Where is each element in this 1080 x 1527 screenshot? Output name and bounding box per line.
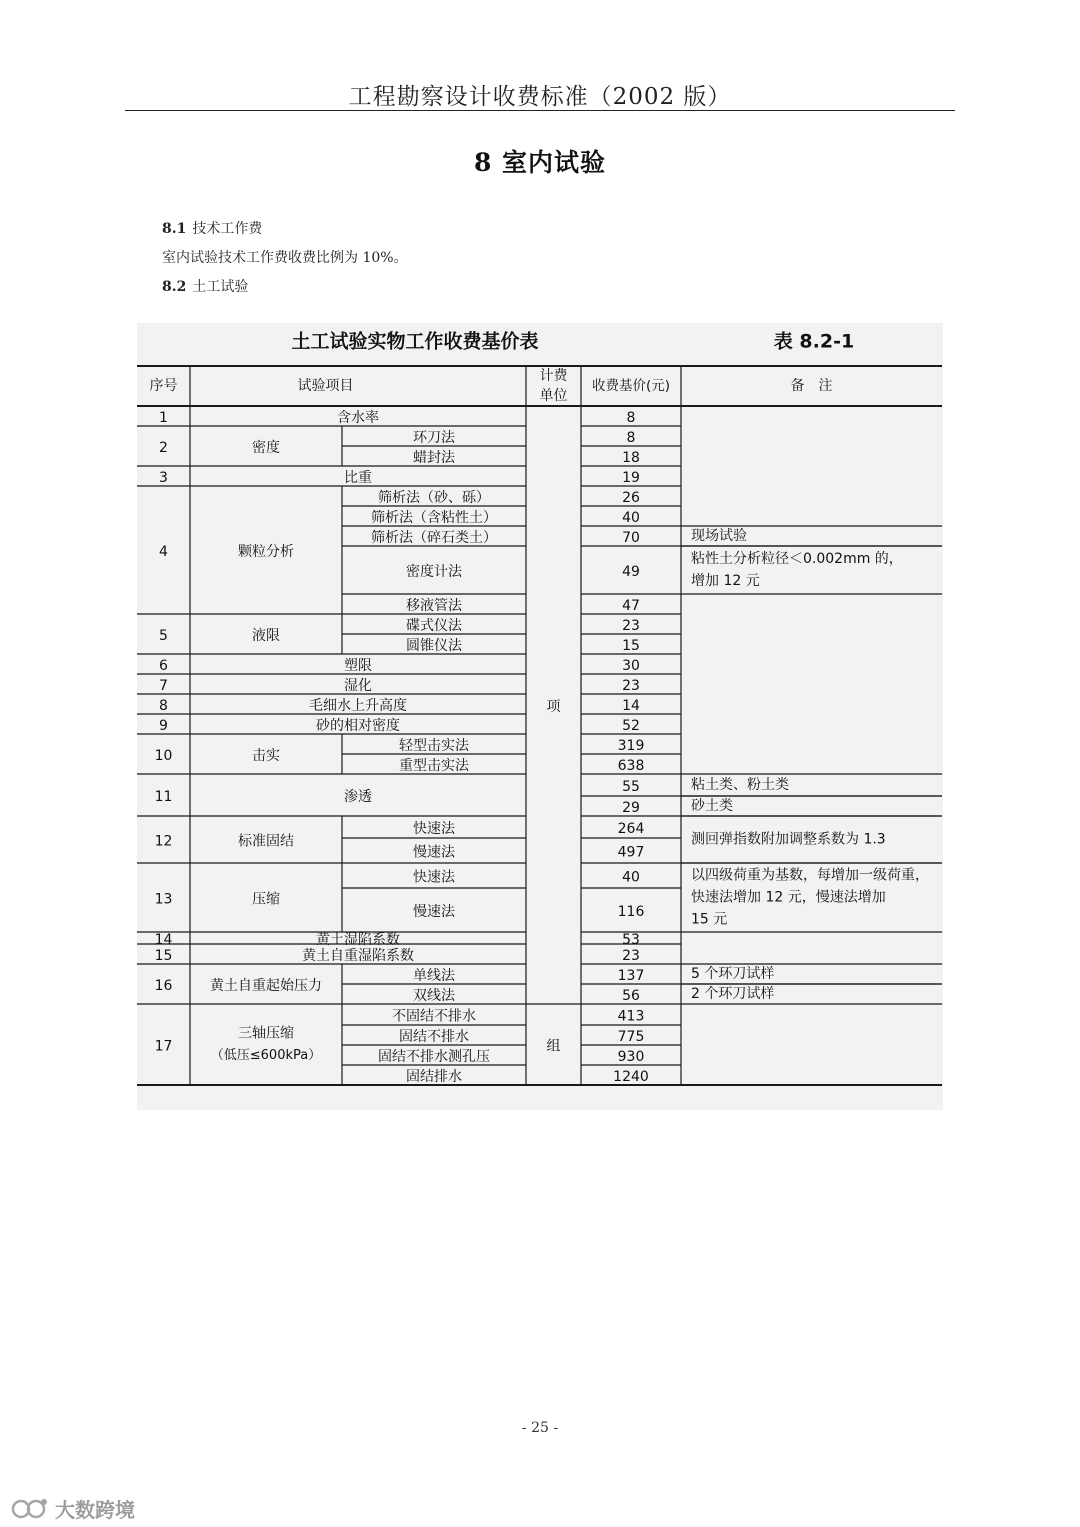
row-seq: 8 bbox=[159, 698, 168, 714]
row-price: 47 bbox=[622, 598, 640, 614]
row-item: 三轴压缩 bbox=[238, 1025, 294, 1042]
row-seq: 16 bbox=[154, 978, 173, 994]
row-note: 砂土类 bbox=[691, 798, 733, 814]
section-title: 土工试验 bbox=[192, 279, 249, 295]
row-note: 测回弹指数附加调整系数为 1.3 bbox=[691, 831, 886, 848]
watermark bbox=[10, 1494, 135, 1523]
row-price: 26 bbox=[622, 490, 640, 506]
row-method: 轻型击实法 bbox=[399, 738, 469, 754]
unit-cell: 项 bbox=[546, 699, 561, 715]
row-method: 固结排水 bbox=[406, 1069, 462, 1085]
row-price: 1240 bbox=[613, 1069, 649, 1085]
row-price: 52 bbox=[622, 718, 640, 734]
row-price: 638 bbox=[617, 758, 645, 774]
row-price: 930 bbox=[617, 1049, 645, 1065]
row-method: 筛析法（砂、砾） bbox=[378, 490, 490, 506]
section-number: 8.2 bbox=[162, 279, 187, 295]
row-price: 23 bbox=[622, 618, 640, 634]
row-price: 137 bbox=[617, 968, 645, 984]
row-method: 碟式仪法 bbox=[406, 618, 462, 634]
row-item: 毛细水上升高度 bbox=[309, 698, 407, 714]
row-item: 压缩 bbox=[252, 891, 280, 908]
row-seq: 1 bbox=[159, 410, 168, 426]
row-price: 775 bbox=[617, 1029, 645, 1045]
row-method: 移液管法 bbox=[406, 598, 462, 614]
row-method: 慢速法 bbox=[413, 844, 455, 861]
row-method: 固结不排水 bbox=[399, 1029, 469, 1045]
row-method: 圆锥仪法 bbox=[406, 638, 462, 654]
header-item: 试验项目 bbox=[297, 378, 354, 394]
row-item: 击实 bbox=[252, 748, 280, 764]
row-price: 70 bbox=[622, 530, 640, 546]
row-seq: 15 bbox=[154, 948, 173, 964]
unit-cell: 组 bbox=[546, 1038, 561, 1055]
row-method: 固结不排水测孔压 bbox=[378, 1049, 490, 1065]
row-note: 粘土类、粉土类 bbox=[691, 777, 789, 793]
row-price: 40 bbox=[622, 510, 640, 526]
row-seq: 6 bbox=[159, 658, 168, 674]
row-item: 颗粒分析 bbox=[238, 544, 294, 560]
row-method: 双线法 bbox=[413, 988, 455, 1004]
row-item: 黄土自重起始压力 bbox=[210, 978, 322, 994]
row-item: 密度 bbox=[252, 440, 280, 456]
header-rule bbox=[125, 110, 955, 111]
header-unit: 计费 bbox=[539, 368, 568, 384]
row-price: 53 bbox=[622, 932, 640, 948]
row-seq: 2 bbox=[159, 440, 168, 456]
chapter-title: 8 室内试验 bbox=[473, 148, 607, 177]
row-method: 慢速法 bbox=[413, 904, 455, 920]
section-8-2-heading bbox=[162, 276, 248, 296]
row-price: 14 bbox=[622, 698, 640, 714]
row-price: 8 bbox=[626, 430, 636, 446]
row-seq: 13 bbox=[154, 891, 173, 908]
row-item: 比重 bbox=[344, 470, 372, 486]
section-title: 技术工作费 bbox=[192, 221, 263, 237]
section-8-1-body: 室内试验技术工作费收费比例为 10%。 bbox=[162, 250, 408, 266]
row-seq: 11 bbox=[154, 789, 173, 805]
row-price: 413 bbox=[617, 1008, 645, 1025]
running-title: 工程勘察设计收费标准（2002 版） bbox=[348, 84, 732, 110]
header-note: 备 注 bbox=[790, 378, 833, 394]
row-method: 快速法 bbox=[413, 869, 455, 886]
row-seq: 4 bbox=[159, 544, 168, 560]
fee-table-grid bbox=[137, 323, 943, 1110]
row-price: 23 bbox=[622, 948, 640, 964]
row-method: 密度计法 bbox=[406, 564, 462, 580]
row-method: 筛析法（含粘性土） bbox=[371, 510, 497, 526]
section-number: 8.1 bbox=[162, 221, 187, 237]
header-unit: 单位 bbox=[539, 388, 568, 404]
row-note: 以四级荷重为基数，每增加一级荷重， bbox=[691, 867, 929, 884]
row-note: 增加 12 元 bbox=[691, 573, 760, 589]
row-price: 497 bbox=[617, 844, 645, 861]
row-seq: 3 bbox=[159, 470, 168, 486]
row-price: 23 bbox=[622, 678, 640, 694]
fee-table bbox=[137, 323, 943, 1110]
row-price: 18 bbox=[622, 450, 640, 466]
row-price: 264 bbox=[617, 821, 645, 837]
row-item: 标准固结 bbox=[238, 833, 294, 850]
row-method: 蜡封法 bbox=[413, 450, 455, 466]
row-item: 液限 bbox=[252, 628, 280, 644]
table-title: 土工试验实物工作收费基价表 bbox=[291, 330, 539, 353]
header-seq: 序号 bbox=[149, 378, 178, 394]
row-seq: 17 bbox=[154, 1038, 173, 1055]
row-method: 单线法 bbox=[413, 968, 455, 984]
header-price: 收费基价(元) bbox=[591, 378, 671, 394]
row-item: 含水率 bbox=[337, 410, 379, 426]
row-note: 现场试验 bbox=[691, 528, 747, 544]
section-8-1-heading bbox=[162, 218, 262, 238]
row-note: 2 个环刀试样 bbox=[691, 986, 775, 1002]
row-note: 粘性土分析粒径＜0.002mm 的， bbox=[691, 551, 903, 567]
row-price: 8 bbox=[626, 410, 636, 426]
row-seq: 9 bbox=[159, 718, 168, 734]
row-item: 渗透 bbox=[344, 789, 372, 805]
row-note: 快速法增加 12 元，慢速法增加 bbox=[691, 889, 886, 906]
row-seq: 12 bbox=[154, 833, 173, 850]
row-item: 砂的相对密度 bbox=[316, 718, 400, 734]
row-note: 15 元 bbox=[691, 911, 728, 928]
row-price: 319 bbox=[617, 738, 645, 754]
row-price: 56 bbox=[622, 988, 640, 1004]
row-item: 塑限 bbox=[344, 658, 372, 674]
row-method: 不固结不排水 bbox=[392, 1008, 476, 1025]
row-item-sub: （低压≤600kPa） bbox=[210, 1048, 322, 1063]
watermark-logo-icon bbox=[10, 1498, 50, 1520]
row-method: 快速法 bbox=[413, 821, 455, 837]
row-item: 黄土自重湿陷系数 bbox=[302, 948, 414, 964]
row-price: 40 bbox=[622, 869, 640, 886]
row-price: 15 bbox=[622, 638, 640, 654]
page-number: - 25 - bbox=[521, 1420, 559, 1436]
row-seq: 7 bbox=[159, 678, 168, 694]
row-price: 49 bbox=[622, 564, 640, 580]
row-item: 湿化 bbox=[344, 678, 372, 694]
row-item: 黄土湿陷系数 bbox=[316, 932, 400, 948]
row-method: 环刀法 bbox=[413, 430, 455, 446]
row-price: 30 bbox=[622, 658, 640, 674]
row-seq: 5 bbox=[159, 628, 168, 644]
row-price: 29 bbox=[622, 800, 640, 816]
row-price: 55 bbox=[622, 779, 640, 795]
row-method: 重型击实法 bbox=[399, 758, 469, 774]
row-seq: 14 bbox=[154, 932, 173, 948]
row-method: 筛析法（碎石类土） bbox=[371, 530, 497, 546]
row-price: 19 bbox=[622, 470, 640, 486]
table-number: 表 8.2-1 bbox=[773, 330, 855, 353]
row-price: 116 bbox=[617, 904, 645, 920]
row-note: 5 个环刀试样 bbox=[691, 966, 775, 982]
row-seq: 10 bbox=[154, 748, 173, 764]
watermark-text: 大数跨境 bbox=[55, 1498, 135, 1522]
